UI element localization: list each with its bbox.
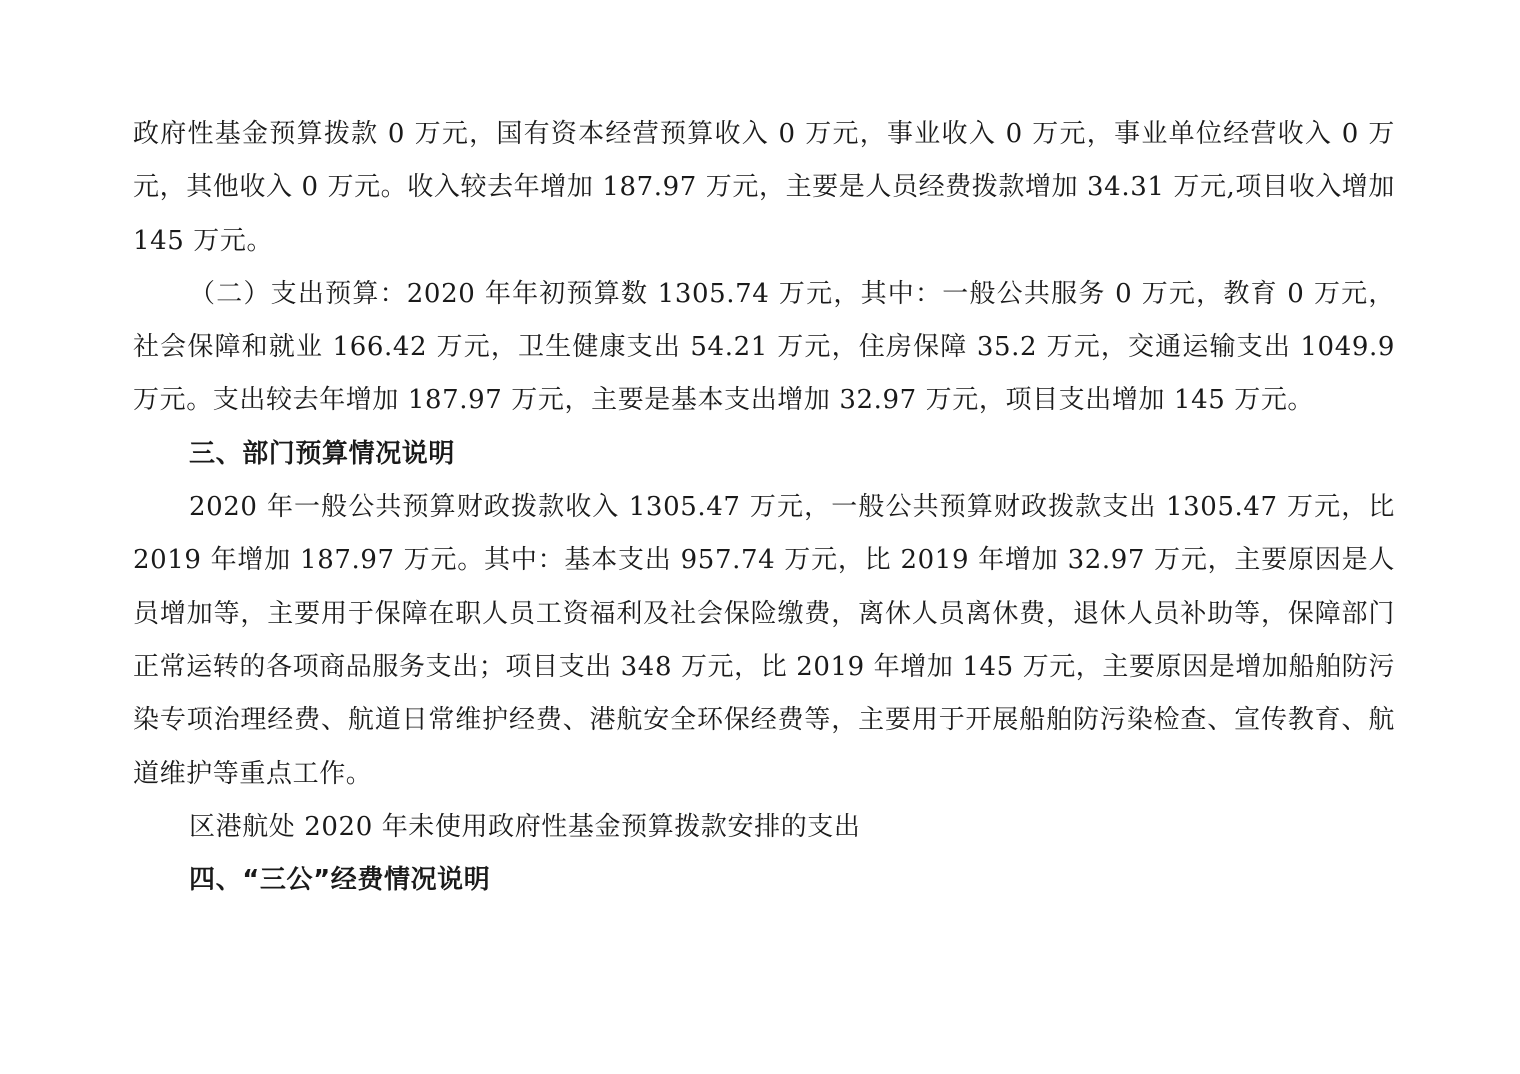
- section-heading-three-public-expenses: 四、“三公”经费情况说明: [189, 865, 491, 896]
- paragraph-expenditure-budget: （二）支出预算：2020 年年初预算数 1305.74 万元，其中：一般公共服务 0 万元，教育 0 万元，社会保障和就业 166.42 万元，卫生健康支出 54.21 万元，住房保障 35.2 万元，交通运输支出 1049.9 万元。支出较去年增加 187.97 万元，主要是基本支出增加 32.97 万元，项目支出增加 145 万元。: [133, 278, 1395, 416]
- section-heading-department-budget: 三、部门预算情况说明: [189, 438, 456, 469]
- paragraph-department-budget: 2020 年一般公共预算财政拨款收入 1305.47 万元，一般公共预算财政拨款支出 1305.47 万元，比 2019 年增加 187.97 万元。其中：基本支出 957.74 万元，比 2019 年增加 32.97 万元，主要原因是人员增加等，主要用于保障在职人员工资福利及社会保险缴费，离休人员离休费，退休人员补助等，保障部门正常运转的各项商品服务支出；项目支出 348 万元，比 2019 年增加 145 万元，主要原因是增加船舶防污染专项治理经费、航道日常维护经费、港航安全环保经费等，主要用于开展船舶防污染检查、宣传教育、航道维护等重点工作。: [133, 492, 1396, 789]
- paragraph-income-continued: 政府性基金预算拨款 0 万元，国有资本经营预算收入 0 万元，事业收入 0 万元，事业单位经营收入 0 万元，其他收入 0 万元。收入较去年增加 187.97 万元，主要是人员经费拨款增加 34.31 万元,项目收入增加 145 万元。: [133, 119, 1396, 256]
- document-body: [133, 108, 1395, 907]
- paragraph-government-fund-note: 区港航处 2020 年未使用政府性基金预算拨款安排的支出: [189, 811, 861, 842]
